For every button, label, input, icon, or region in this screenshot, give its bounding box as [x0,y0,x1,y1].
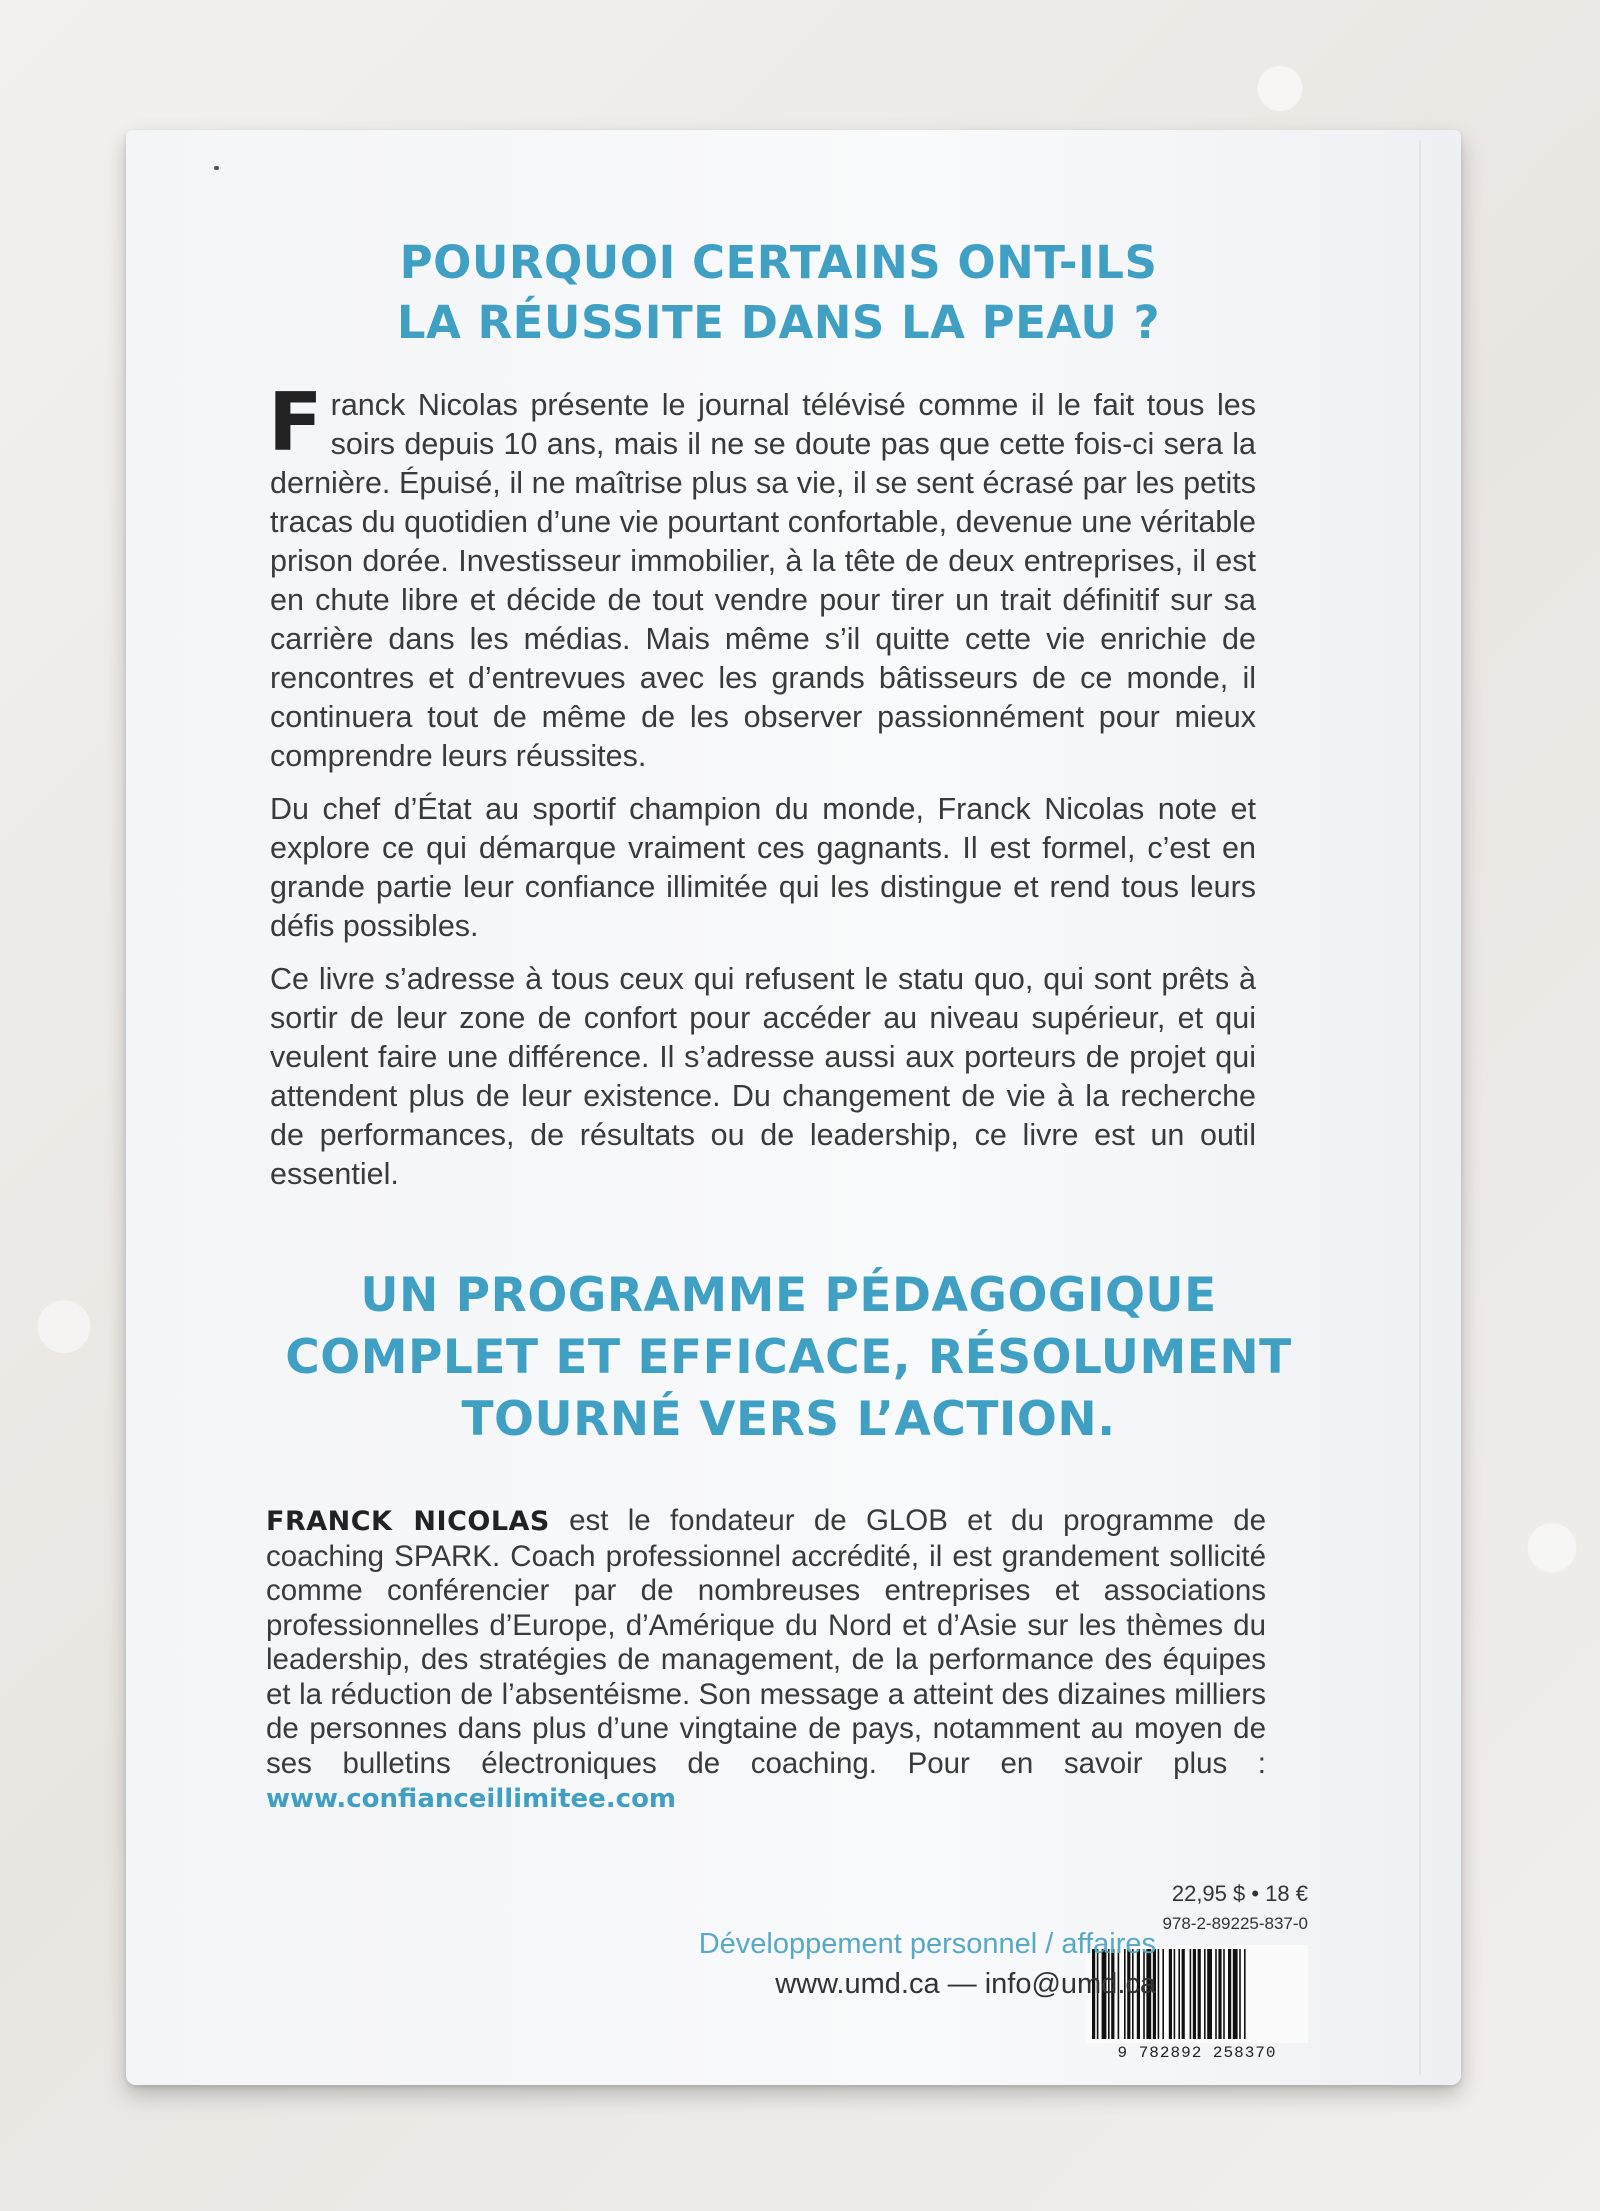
category-label: Développement personnel / affaires [698,1928,1156,1960]
barcode-bar [1178,1949,1180,2039]
barcode-bar [1215,1949,1217,2039]
top-heading-line-1: POURQUOI CERTAINS ONT-ILS [399,236,1158,289]
barcode-bar [1190,1949,1192,2039]
cover-blemish [214,166,219,170]
isbn-label: 978-2-89225-837-0 [1162,1914,1308,1933]
barcode-bar [1182,1949,1185,2039]
barcode-bar [1218,1949,1221,2039]
barcode-bar [1233,1949,1238,2039]
barcode-bar [1228,1949,1231,2039]
barcode-bar [1223,1949,1225,2039]
barcode-bar [1244,1949,1246,2039]
author-bio-text: est le fondateur de GLOB et du programme de coaching SPARK. Coach professionnel accrédité, il est grandement sollicité comme conférencier par de nombreuses entreprises et associations professionnelles d’Europe, d’Amérique du Nord et d’Asie sur les thèmes du leadership, des stratégies de management, de la performance des équipes et la réduction de l’absentéisme. Son message a atteint des dizaines milliers de personnes dans plus d’une vingtaine de pays, notamment au moyen de ses bulletins électroniques de coaching. Pour en savoir plus : [266,1504,1267,1780]
barcode-bar [1169,1949,1172,2039]
paragraph-1 [268,376,1256,776]
barcode-bar [1158,1949,1160,2039]
barcode-bar [1198,1949,1201,2039]
barcode-number: 9 782892 258370 [1117,2044,1277,2062]
middle-heading [116,1265,1461,1451]
barcode-bar [1207,1949,1212,2039]
book-back-cover [126,130,1461,2085]
author-name: FRANCK NICOLAS [266,1506,550,1537]
middle-heading-line-1: UN PROGRAMME PÉDAGOGIQUE [360,1268,1217,1323]
author-website-link: www.confianceillimitee.com [266,1784,677,1814]
top-heading [96,233,1461,353]
paragraph-2: Du chef d’État au sportif champion du monde, Franck Nicolas note et explore ce qui démarque vraiment ces gagnants. Il est formel, c’est en grande partie leur confiance illimitée qui les distingue et rend tous leurs défis possibles. [270,792,1256,943]
middle-heading-line-3: TOURNÉ VERS L’ACTION. [461,1392,1116,1447]
paragraph-3: Ce livre s’adresse à tous ceux qui refusent le statu quo, qui sont prêts à sortir de leur zone de confort pour accéder au niveau supérieur, et qui veulent faire une différence. Il s’adresse aussi aux porteurs de projet qui attendent plus de leur existence. Du changement de vie à la recherche de performances, de résultats ou de leadership, ce livre est un outil essentiel. [270,962,1256,1191]
drop-cap: F [268,376,323,469]
barcode-bar [1204,1949,1206,2039]
barcode-bar [1239,1949,1241,2039]
price-label: 22,95 $ • 18 € [1171,1881,1308,1906]
barcode-bar [1193,1949,1196,2039]
publisher-contact: www.umd.ca — info@umd.ca [775,1968,1156,2000]
paragraph-1-text: ranck Nicolas présente le journal télévisé comme il le fait tous les soirs depuis 10 ans, mais il ne se doute pas que cette fois-ci sera la dernière. Épuisé, il ne maîtrise plus sa vie, il se sent écrasé par les petits tracas du quotidien d’une vie pourtant confortable, devenue une véritable prison dorée. Investisseur immobilier, à la tête de deux entreprises, il est en chute libre et décide de tout vendre pour tirer un trait définitif sur sa carrière dans les médias. Mais même s’il quitte cette vie enrichie de rencontres et d’entrevues avec les grands bâtisseurs de ce monde, il continuera tout de même de les observer passionnément pour mieux comprendre leurs réussites. [270,388,1256,773]
barcode-bar [1174,1949,1176,2039]
barcode-bar [1162,1949,1164,2039]
top-heading-line-2: LA RÉUSSITE DANS LA PEAU ? [396,296,1161,349]
middle-heading-line-2: COMPLET ET EFFICACE, RÉSOLUMENT [285,1330,1292,1385]
author-bio [266,1504,1266,1817]
